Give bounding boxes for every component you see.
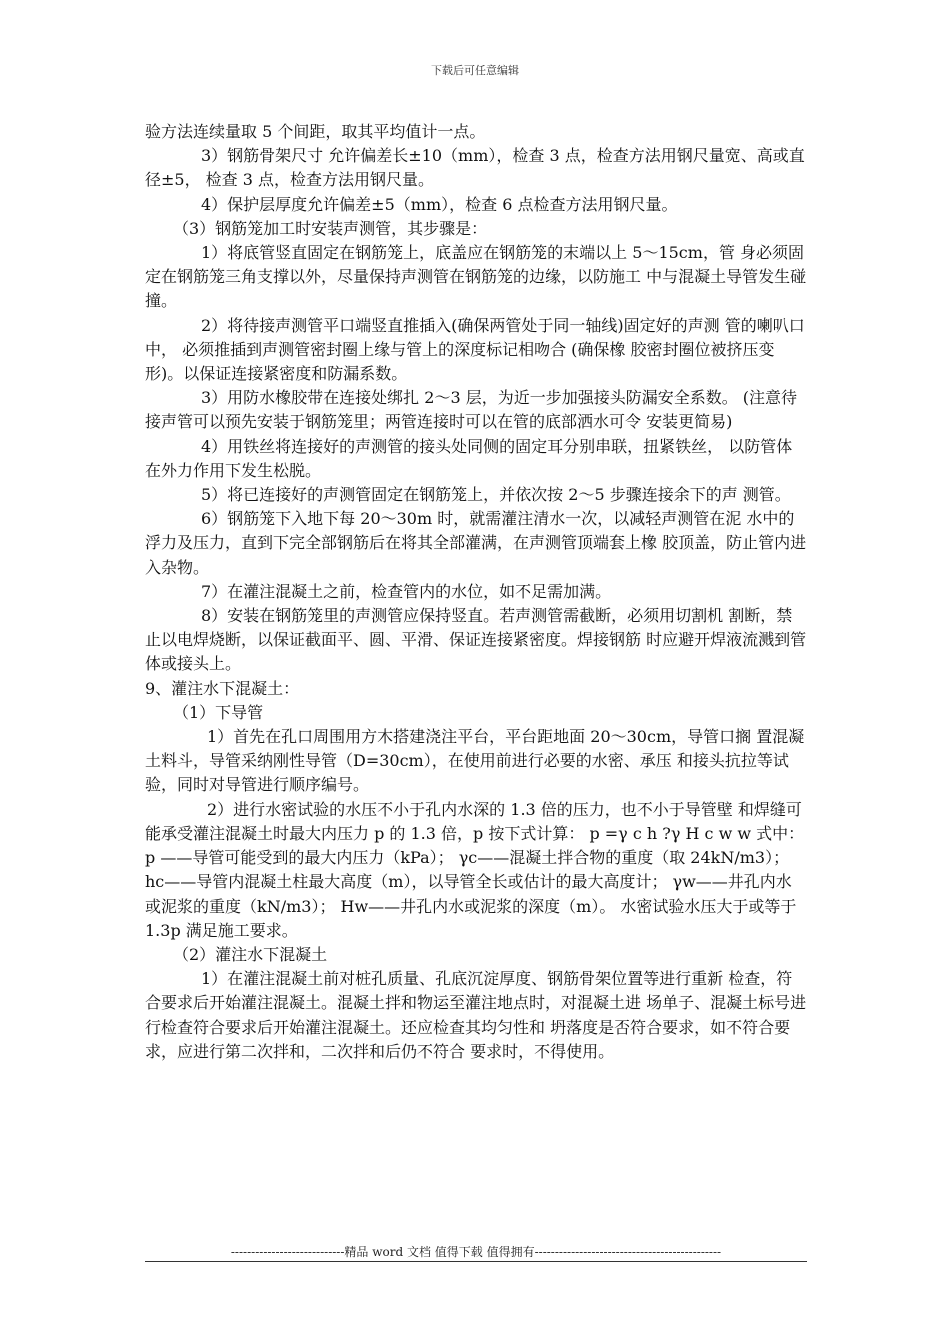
- paragraph: 3）用防水橡胶带在连接处绑扎 2～3 层，为近一步加强接头防漏安全系数。 (注意待接声管可以预先安装于钢筋笼里；两管连接时可以在管的底部洒水可令 安装更简易): [145, 388, 798, 432]
- paragraph: 2）将待接声测管平口端竖直推插入(确保两管处于同一轴线)固定好的声测 管的喇叭口中， 必须推插到声测管密封圈上缘与管上的深度标记相吻合 (确保橡 胶密封圈位被挤压变形)。以保证连接紧密度和防漏系数。: [145, 315, 805, 384]
- paragraph: 4）保护层厚度允许偏差±5（mm），检查 6 点检查方法用钢尺量。: [201, 194, 678, 214]
- footer-divider: [145, 1261, 807, 1262]
- page-footer: ----------------------------精品 word 文档 值得下载 值得拥有----------------------------------------------: [230, 1245, 722, 1259]
- paragraph: 7）在灌注混凝土之前，检查管内的水位，如不足需加满。: [201, 581, 612, 601]
- section-heading: （2）灌注水下混凝土: [173, 944, 328, 964]
- section-heading: （3）钢筋笼加工时安装声测管，其步骤是：: [173, 218, 488, 238]
- paragraph: 5）将已连接好的声测管固定在钢筋笼上，并依次按 2～5 步骤连接余下的声 测管。: [201, 485, 791, 505]
- paragraph: 1）将底管竖直固定在钢筋笼上，底盖应在钢筋笼的末端以上 5～15cm，管 身必须固定在钢筋笼三角支撑以外，尽量保持声测管在钢筋笼的边缘，以防施工 中与混凝土导管发生碰撞。: [145, 243, 807, 311]
- document-body: [145, 120, 807, 1064]
- paragraph: 8）安装在钢筋笼里的声测管应保持竖直。若声测管需截断，必须用切割机 割断，禁止以电焊烧断，以保证截面平、圆、平滑、保证连接紧密度。焊接钢筋 时应避开焊液流溅到管体或接头上。: [145, 606, 807, 674]
- paragraph: 1）首先在孔口周围用方木搭建浇注平台，平台距地面 20～30cm，导管口搁 置混凝土料斗，导管采纳刚性导管（D=30cm），在使用前进行必要的水密、承压 和接头抗拉等试验，同时对导管进行顺序编号。: [145, 727, 805, 795]
- section-heading: （1）下导管: [173, 702, 264, 722]
- paragraph: 3）钢筋骨架尺寸 允许偏差长±10（mm），检查 3 点，检查方法用钢尺量宽、高或直径±5， 检查 3 点，检查方法用钢尺量。: [145, 146, 805, 190]
- paragraph: 验方法连续量取 5 个间距，取其平均值计一点。: [145, 122, 486, 141]
- section-heading: 9、灌注水下混凝土：: [145, 678, 300, 698]
- paragraph: 2）进行水密试验的水压不小于孔内水深的 1.3 倍的压力，也不小于导管壁 和焊缝可能承受灌注混凝土时最大内压力 p 的 1.3 倍，p 按下式计算： p =γ c h ?γ H c w w 式中：p ——导管可能受到的最大内压力（kPa）； γc——混凝土拌合物的重度（取 24kN/m3）； hc——导管内混凝土柱最大高度（m），以导管全长或估计的最大高度计； γw——井孔内水或泥浆的重度（kN/m3）； Hw——井孔内水或泥浆的深度（m）。 水密试验水压大于或等于 1.3p 满足施工要求。: [145, 799, 805, 940]
- paragraph: 4）用铁丝将连接好的声测管的接头处同侧的固定耳分别串联，扭紧铁丝， 以防管体在外力作用下发生松脱。: [145, 436, 793, 480]
- paragraph: 6）钢筋笼下入地下每 20～30m 时，就需灌注清水一次，以减轻声测管在泥 水中的浮力及压力，直到下完全部钢筋后在将其全部灌满，在声测管顶端套上橡 胶顶盖，防止管内进入杂物。: [145, 509, 807, 577]
- paragraph: 1）在灌注混凝土前对桩孔质量、孔底沉淀厚度、钢筋骨架位置等进行重新 检查，符合要求后开始灌注混凝土。混凝土拌和物运至灌注地点时，对混凝土进 场单子、混凝土标号进行检查符合要求后开始灌注混凝土。还应检查其均匀性和 坍落度是否符合要求，如不符合要求，应进行第二次拌和，二次拌和后仍不符合 要求时，不得使用。: [145, 969, 807, 1061]
- page-header: 下载后可任意编辑: [431, 64, 519, 77]
